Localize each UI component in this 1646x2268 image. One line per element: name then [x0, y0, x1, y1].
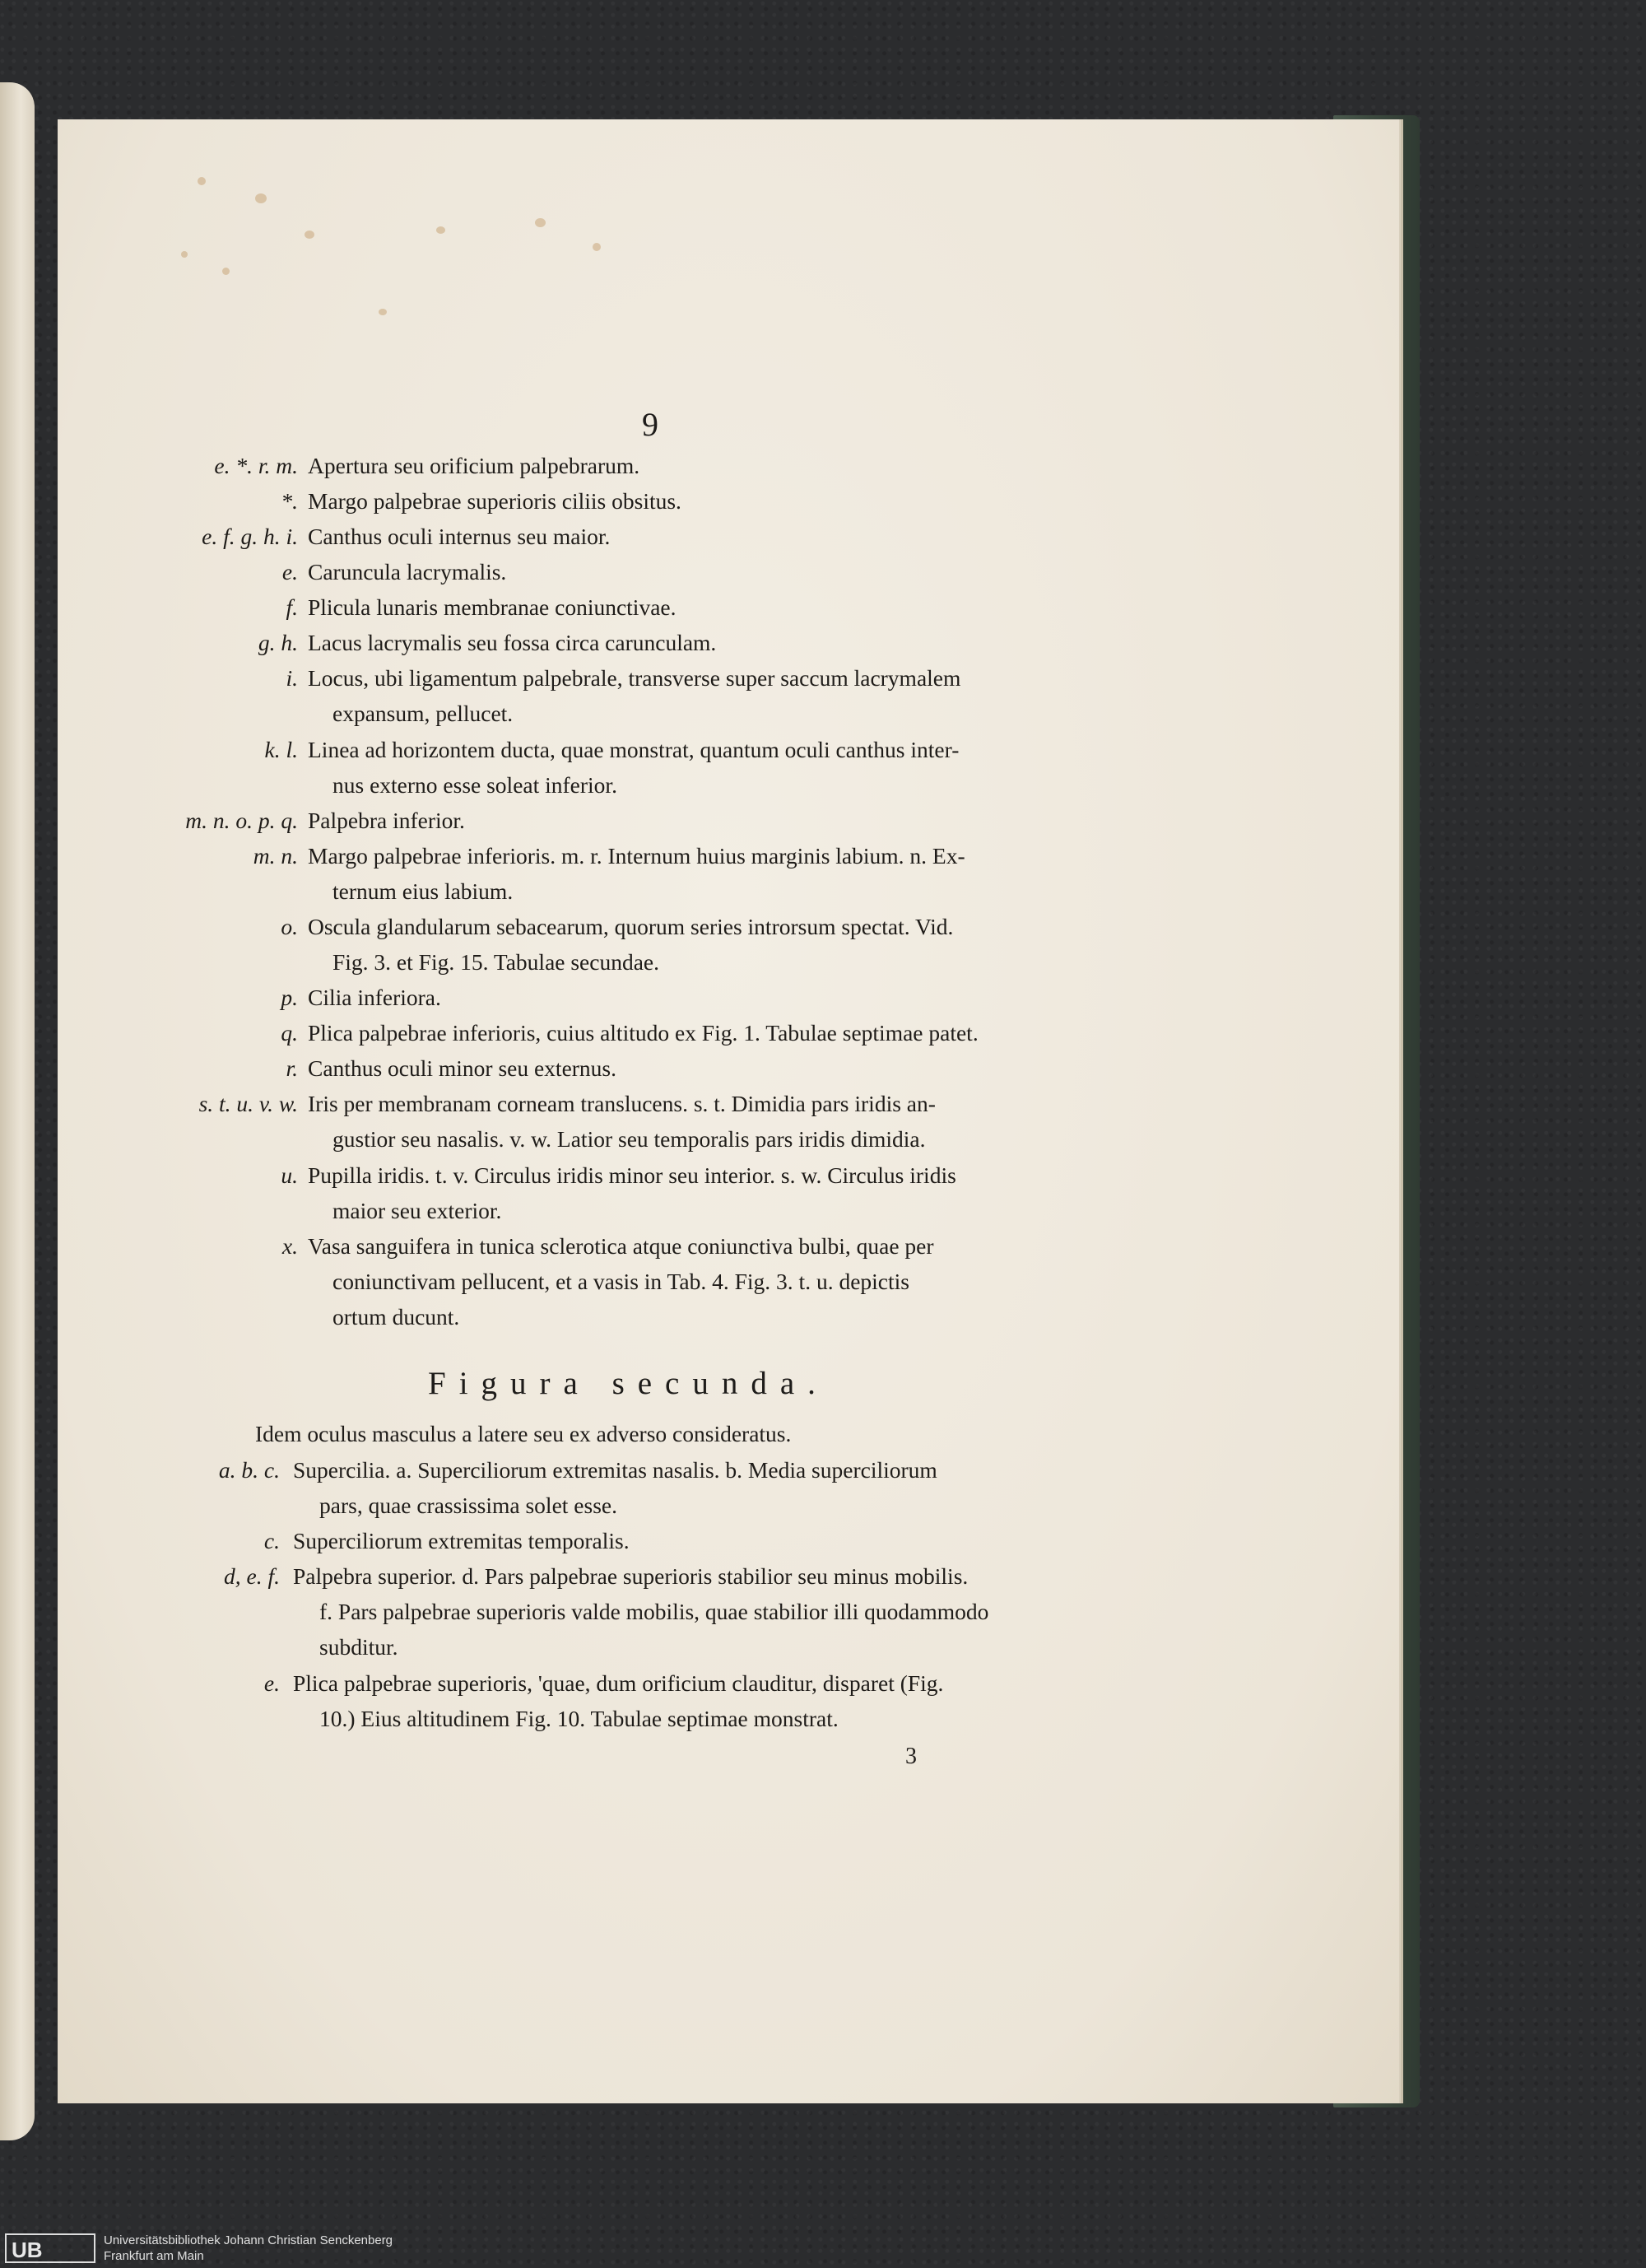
foxing-stain: [436, 226, 445, 234]
signature-mark: 3: [905, 1744, 917, 1769]
entry-text-line: nus externo esse soleat inferior.: [332, 772, 617, 798]
entry-text-line: Canthus oculi internus seu maior.: [308, 524, 611, 549]
foxing-stain: [535, 218, 546, 227]
entry-text-line: Palpebra inferior.: [308, 808, 465, 833]
library-logo: UB: [5, 2233, 95, 2263]
entry-text-line: Locus, ubi ligamentum palpebrale, transverse super saccum lacrymalem: [308, 665, 961, 691]
entry-label: *.: [281, 488, 298, 514]
footer-library-name: Universitätsbibliothek Johann Christian Senckenberg: [104, 2233, 393, 2247]
entry-label: e.: [281, 559, 298, 584]
entry-text-line: Iris per membranam corneam translucens. s. t. Dimidia pars iridis an-: [308, 1091, 936, 1116]
previous-page-edge: [0, 82, 35, 2140]
entry-text-line: Caruncula lacrymalis.: [308, 559, 507, 584]
entry-label: o.: [281, 914, 298, 939]
entry-text-line: expansum, pellucet.: [332, 701, 514, 726]
entry-text-line: Linea ad horizontem ducta, quae monstrat, quantum oculi canthus inter-: [308, 737, 960, 762]
entry-label: u.: [281, 1162, 298, 1188]
section-intro: Idem oculus masculus a latere seu ex adverso consideratus.: [255, 1421, 792, 1446]
entry-label: s. t. u. v. w.: [198, 1091, 298, 1116]
entry-label: k. l.: [264, 737, 298, 762]
entry-label: m. n. o. p. q.: [185, 808, 298, 833]
entry-text-line: Canthus oculi minor seu externus.: [308, 1055, 617, 1081]
entry-text-line: Palpebra superior. d. Pars palpebrae superioris stabilior seu minus mobilis.: [293, 1563, 969, 1589]
section-heading: Figura secunda.: [428, 1366, 829, 1401]
page-number: 9: [642, 406, 658, 443]
entry-label: e.: [263, 1670, 280, 1696]
entry-text-line: 10.) Eius altitudinem Fig. 10. Tabulae septimae monstrat.: [319, 1706, 839, 1731]
entry-text-line: ortum ducunt.: [332, 1304, 460, 1330]
entry-text-line: Fig. 3. et Fig. 15. Tabulae secundae.: [332, 949, 660, 975]
entry-text-line: ternum eius labium.: [332, 878, 514, 904]
entry-text-line: Apertura seu orificium palpebrarum.: [308, 453, 640, 478]
entry-text-line: Margo palpebrae inferioris. m. r. Internum huius marginis labium. n. Ex-: [308, 843, 965, 869]
foxing-stain: [222, 268, 230, 275]
entry-label: g. h.: [258, 630, 298, 655]
footer-bar: [0, 2227, 1646, 2268]
entry-text-line: Oscula glandularum sebacearum, quorum series introrsum spectat. Vid.: [308, 914, 954, 939]
entry-text-line: Cilia inferiora.: [308, 985, 441, 1010]
entry-text-line: Vasa sanguifera in tunica sclerotica atque coniunctiva bulbi, quae per: [308, 1233, 934, 1259]
entry-label: e. f. g. h. i.: [202, 524, 298, 549]
foxing-stain: [305, 231, 314, 239]
entry-label: r.: [286, 1055, 298, 1081]
entry-text-line: Plica palpebrae inferioris, cuius altitudo ex Fig. 1. Tabulae septimae patet.: [308, 1020, 979, 1046]
footer-library-location: Frankfurt am Main: [104, 2249, 204, 2263]
entry-text-line: Superciliorum extremitas temporalis.: [293, 1528, 630, 1553]
entry-text-line: coniunctivam pellucent, et a vasis in Tab. 4. Fig. 3. t. u. depictis: [332, 1269, 909, 1294]
entry-label: p.: [281, 985, 298, 1010]
entry-text-line: subditur.: [319, 1634, 398, 1660]
entry-text-line: Lacus lacrymalis seu fossa circa carunculam.: [308, 630, 717, 655]
foxing-stain: [593, 243, 601, 251]
entry-text-line: Plicula lunaris membranae coniunctivae.: [308, 594, 677, 620]
entry-label: i.: [286, 665, 298, 691]
entry-label: a. b. c.: [218, 1457, 280, 1483]
entry-text-line: f. Pars palpebrae superioris valde mobilis, quae stabilior illi quodammodo: [319, 1599, 989, 1624]
foxing-stain: [255, 193, 267, 203]
foxing-stain: [198, 177, 206, 185]
entry-label: c.: [263, 1528, 280, 1553]
entry-text-line: Margo palpebrae superioris ciliis obsitus.: [308, 488, 681, 514]
entry-label: x.: [281, 1233, 298, 1259]
entry-label: d, e. f.: [224, 1563, 280, 1589]
entry-label: f.: [286, 594, 298, 620]
entry-text-line: Supercilia. a. Superciliorum extremitas nasalis. b. Media superciliorum: [293, 1457, 937, 1483]
entry-text-line: gustior seu nasalis. v. w. Latior seu temporalis pars iridis dimidia.: [332, 1126, 926, 1152]
foxing-stain: [181, 251, 188, 258]
entry-text-line: Pupilla iridis. t. v. Circulus iridis minor seu interior. s. w. Circulus iridis: [308, 1162, 956, 1188]
entry-text-line: pars, quae crassissima solet esse.: [319, 1493, 617, 1518]
entry-text-line: Plica palpebrae superioris, 'quae, dum orificium clauditur, disparet (Fig.: [293, 1670, 944, 1696]
entry-label: q.: [281, 1020, 298, 1046]
foxing-stain: [379, 309, 387, 315]
entry-label: m. n.: [253, 843, 298, 869]
entry-text-line: maior seu exterior.: [332, 1198, 502, 1223]
entry-label: e. *. r. m.: [214, 453, 298, 478]
